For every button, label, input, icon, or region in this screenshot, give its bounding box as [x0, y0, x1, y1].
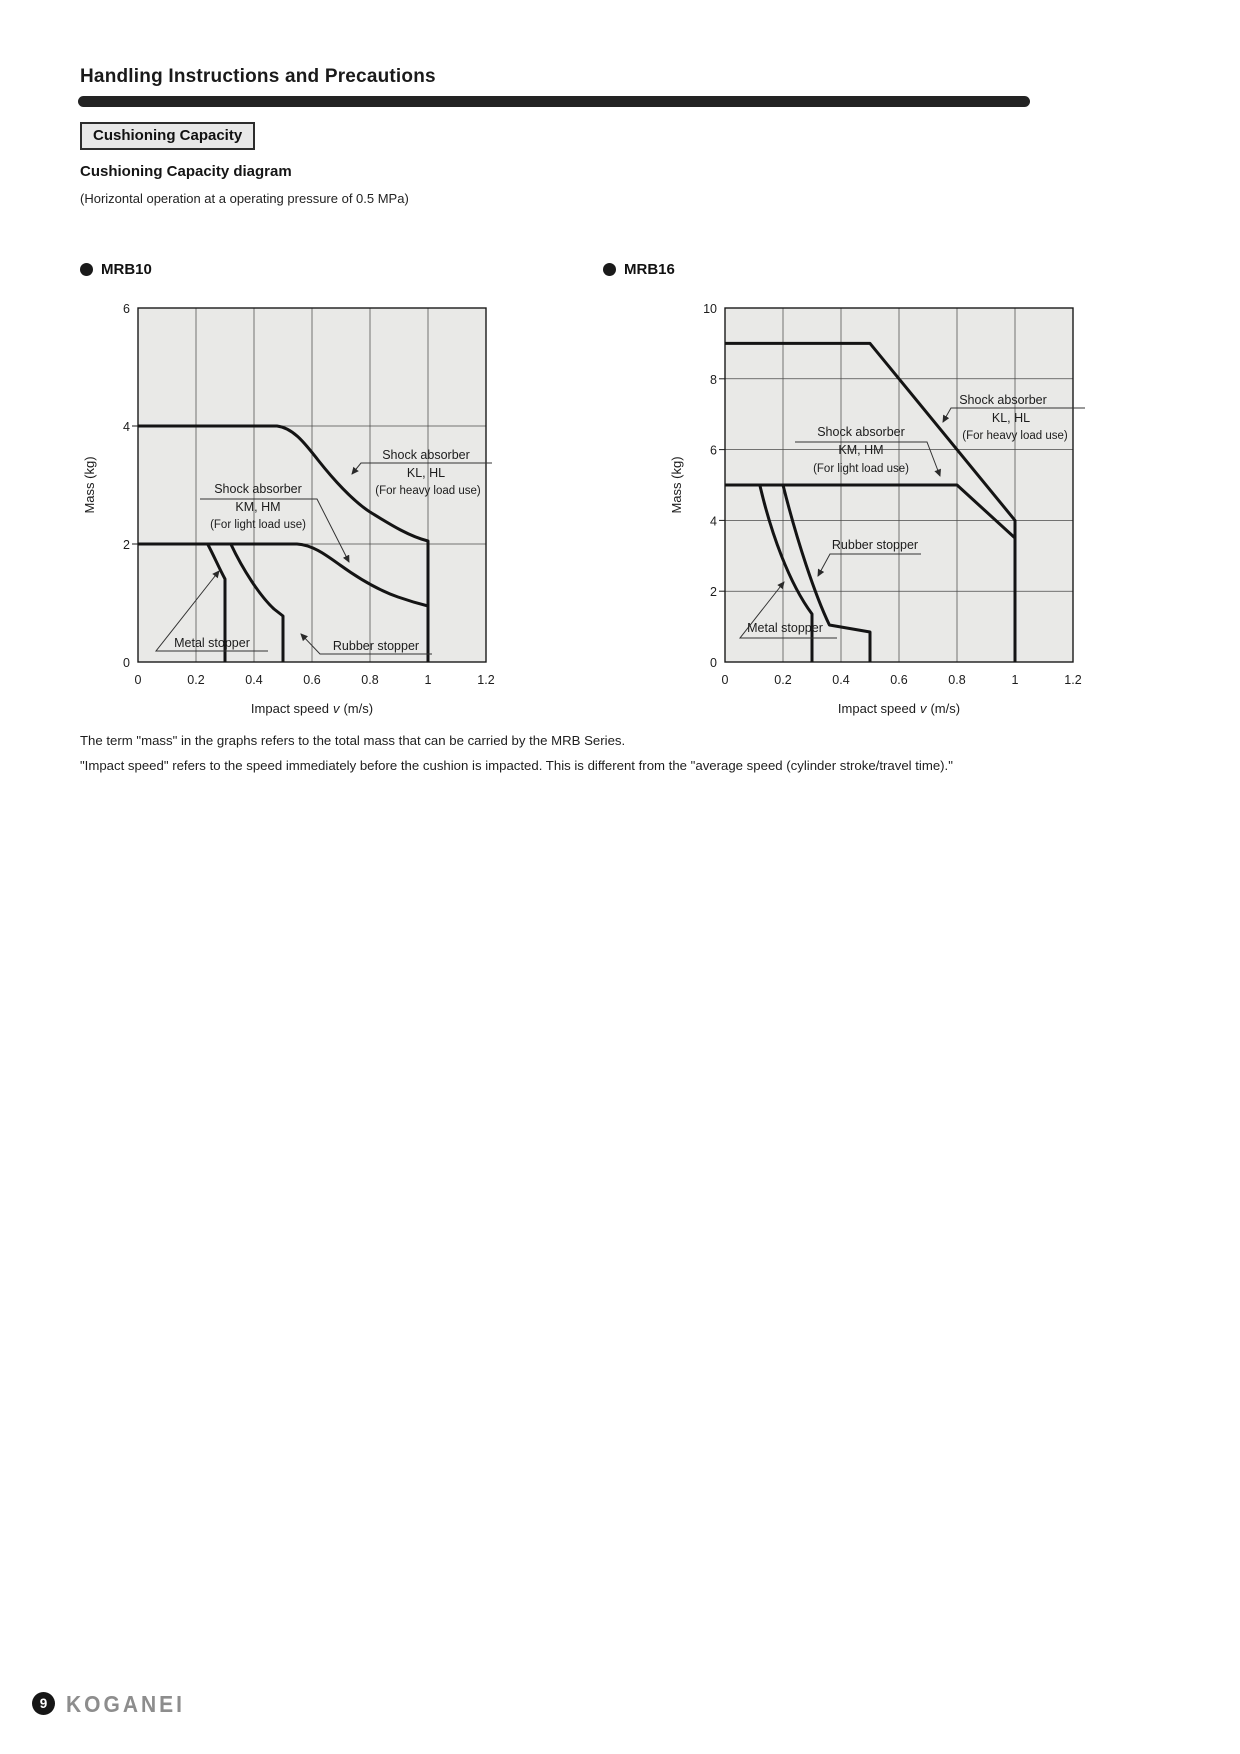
chart-mrb10	[78, 293, 548, 725]
svg-text:KL, HL: KL, HL	[991, 411, 1031, 425]
svg-text:10: 10	[703, 302, 717, 316]
chart-header-mrb10	[80, 261, 152, 278]
svg-text:(For heavy load use): (For heavy load use)	[375, 485, 481, 497]
chart-bullet-icon	[80, 263, 93, 276]
svg-text:0.6: 0.6	[890, 673, 908, 687]
svg-text:KM, HM: KM, HM	[838, 443, 884, 457]
svg-text:0: 0	[123, 656, 130, 670]
svg-text:0.4: 0.4	[245, 673, 263, 687]
subsection-title: Cushioning Capacity diagram	[80, 163, 292, 180]
svg-text:4: 4	[123, 420, 130, 434]
svg-text:KM, HM: KM, HM	[235, 500, 281, 514]
svg-text:1.2: 1.2	[477, 673, 495, 687]
section-badge: Cushioning Capacity	[80, 122, 255, 150]
svg-text:1: 1	[424, 673, 432, 687]
footnote-line-1: The term "mass" in the graphs refers to the total mass that can be carried by the MRB Series.	[80, 733, 626, 748]
svg-text:Shock absorber: Shock absorber	[817, 425, 905, 439]
svg-text:4: 4	[710, 514, 717, 529]
svg-text:0.8: 0.8	[948, 673, 966, 687]
svg-text:0: 0	[721, 673, 729, 687]
svg-text:0.6: 0.6	[303, 673, 321, 687]
svg-text:6: 6	[710, 443, 717, 458]
svg-text:2: 2	[710, 585, 717, 600]
y-axis-title: Mass (kg)	[82, 456, 97, 514]
svg-text:8: 8	[710, 372, 717, 387]
label-rubber-stopper: Rubber stopper	[332, 639, 420, 653]
svg-text:2: 2	[123, 538, 130, 552]
chart-bullet-icon	[603, 263, 616, 276]
svg-text:0.2: 0.2	[774, 673, 792, 687]
title-underline-bar	[78, 96, 1030, 107]
svg-text:1: 1	[1011, 673, 1019, 687]
svg-text:(For light load use): (For light load use)	[210, 519, 306, 531]
x-axis	[135, 673, 495, 716]
page-title: Handling Instructions and Precautions	[80, 66, 436, 87]
svg-text:Shock absorber: Shock absorber	[959, 393, 1047, 407]
label-metal-stopper: Metal stopper	[747, 621, 823, 635]
y-axis	[669, 302, 725, 670]
svg-text:Shock absorber: Shock absorber	[214, 482, 302, 496]
x-axis-title: Impact speed v (m/s)	[837, 701, 961, 716]
svg-text:0.4: 0.4	[832, 673, 850, 687]
label-rubber-stopper: Rubber stopper	[831, 538, 919, 552]
condition-note: (Horizontal operation at a operating pressure of 0.5 MPa)	[80, 191, 409, 206]
chart-title-mrb10: MRB10	[101, 261, 152, 278]
y-axis-title: Mass (kg)	[669, 456, 684, 514]
x-axis	[722, 673, 1082, 716]
svg-text:0: 0	[710, 656, 717, 670]
svg-text:0.8: 0.8	[361, 673, 379, 687]
label-metal-stopper: Metal stopper	[174, 636, 250, 650]
chart-title-mrb16: MRB16	[624, 261, 675, 278]
chart-mrb16	[665, 293, 1135, 725]
svg-text:(For light load use): (For light load use)	[813, 463, 909, 475]
svg-text:6: 6	[123, 302, 130, 316]
chart-header-mrb16	[603, 261, 675, 278]
y-axis	[82, 302, 138, 670]
page-number-badge: 9	[32, 1692, 55, 1715]
x-axis-title: Impact speed v (m/s)	[250, 701, 374, 716]
svg-text:KL, HL: KL, HL	[406, 466, 446, 480]
brand-logo: KOGANEI	[66, 1692, 186, 1718]
svg-text:1.2: 1.2	[1064, 673, 1082, 687]
svg-text:(For heavy load use): (For heavy load use)	[962, 430, 1068, 442]
svg-text:0.2: 0.2	[187, 673, 205, 687]
footnote-line-2: "Impact speed" refers to the speed immediately before the cushion is impacted. This is different from the "average speed (cylinder stroke/travel time)."	[80, 758, 953, 773]
svg-text:Shock absorber: Shock absorber	[382, 448, 470, 462]
svg-text:0: 0	[134, 673, 142, 687]
